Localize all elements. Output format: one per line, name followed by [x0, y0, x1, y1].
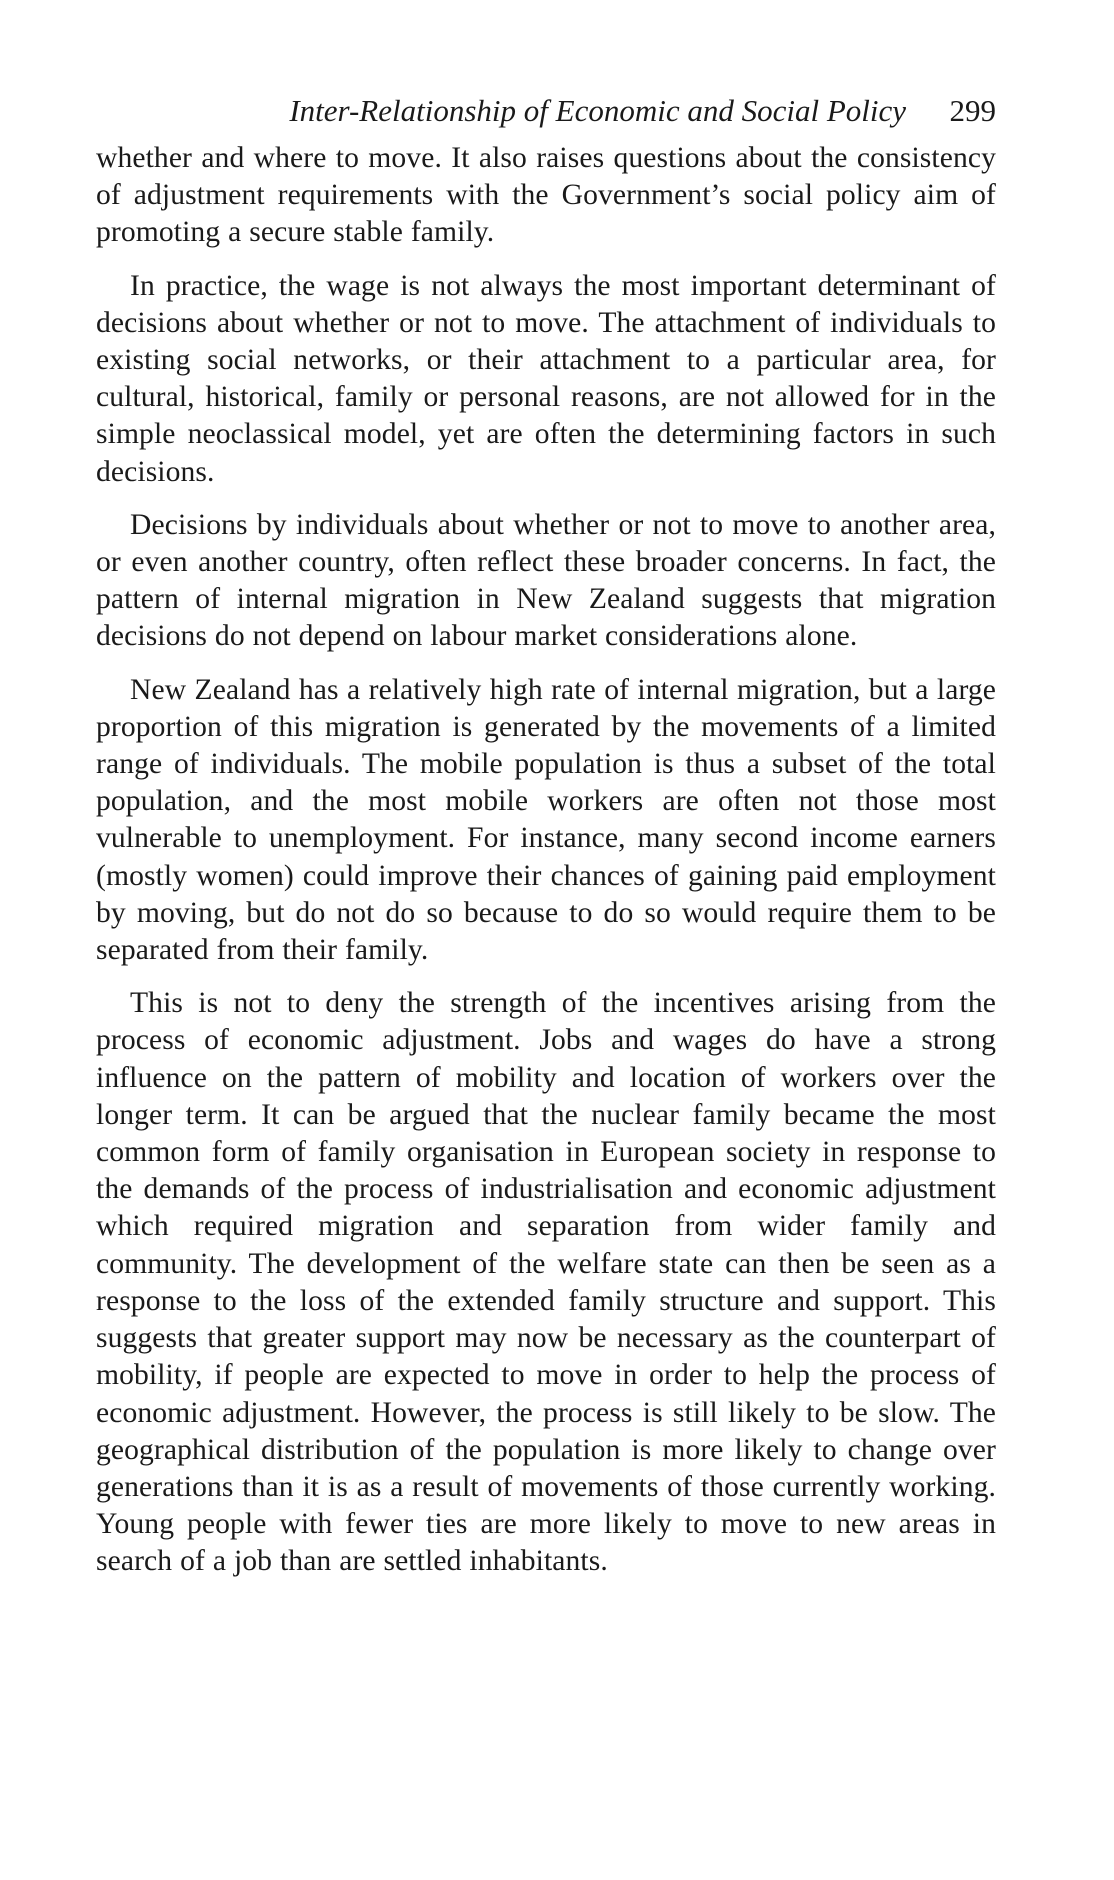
paragraph-migration-decisions: Decisions by individuals about whether or not to move to another area, or even another country, often reflect these broader concerns. In fact, the pattern of internal migration in New Zealand suggests that migration decisions do not depend on labour market considerations alone. — [96, 508, 996, 653]
paragraph-incentives-adjustment: This is not to deny the strength of the incentives arising from the process of economic adjustment. Jobs and wages do have a strong influence on the pattern of mobility and location of workers over the longer term. It can be argued that the nuclear family became the most common form of family organisation in European society in response to the demands of the process of industrialisation and economic adjustment which required migration and separation from wider family and community. The development of the welfare state can then be seen as a response to the loss of the extended family structure and support. This suggests that greater support may now be necessary as the counterpart of mobility, if people are expected to move in order to help the process of economic adjustment. However, the process is still likely to be slow. The geographical distribution of the population is more likely to change over generations than it is as a result of movements of those currently working. Young people with fewer ties are more likely to move to new areas in search of a job than are settled inhabitants. — [96, 987, 996, 1578]
page-number: 299 — [949, 93, 996, 128]
body-text — [96, 140, 996, 1581]
book-page — [96, 88, 996, 1597]
running-head-title: Inter-Relationship of Economic and Social Policy — [289, 93, 906, 128]
paragraph-internal-migration: New Zealand has a relatively high rate of internal migration, but a large proportion of this migration is generated by the movements of a limited range of individuals. The mobile population is thus a subset of the total population, and the most mobile workers are often not those most vulnerable to unemployment. For instance, many second income earners (mostly women) could improve their chances of gaining paid employment by moving, but do not do so because to do so would require them to be separated from their family. — [96, 673, 996, 967]
paragraph-continuation: whether and where to move. It also raises questions about the consistency of adjustment requirements with the Government’s social policy aim of promoting a secure stable family. — [96, 142, 996, 249]
running-head — [96, 88, 996, 134]
paragraph-wage-determinants: In practice, the wage is not always the most important determinant of decisions about whether or not to move. The attachment of individuals to existing social networks, or their attachment to a particular area, for cultural, historical, family or personal reasons, are not allowed for in the simple neoclassical model, yet are often the determining factors in such decisions. — [96, 269, 996, 488]
